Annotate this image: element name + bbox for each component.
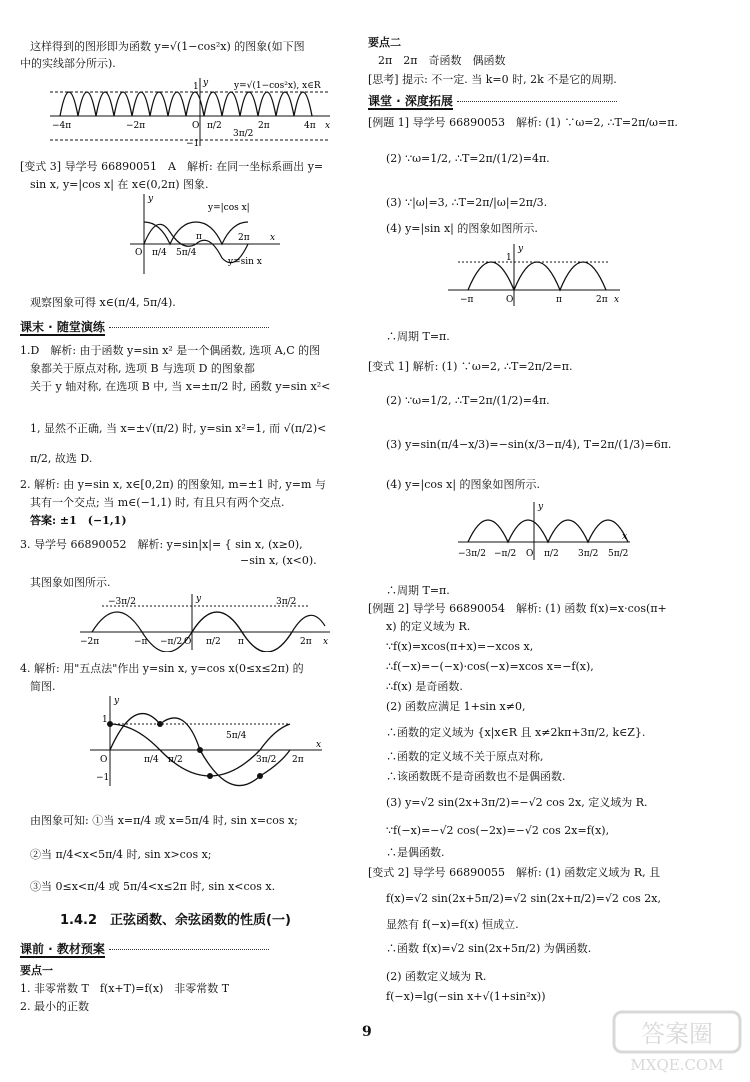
g2-tick-1: π/4: [152, 248, 167, 258]
g3-tick-8: 2π: [300, 637, 312, 647]
graph-sin-abscos: [120, 192, 290, 276]
g4-ym1: −1: [96, 773, 110, 783]
g6-tick-0: −3π/2: [458, 549, 486, 559]
q1-line-2: 象都关于原点对称, 选项 B 与选项 D 的图象都: [30, 362, 255, 375]
example1-line-1: [例题 1] 导学号 66890053 解析: (1) ∵ω=2, ∴T=2π/ω=π.: [368, 116, 678, 129]
graph-abs-sin-period: [448, 240, 628, 310]
variant3-line-2: sin x, y=|cos x| 在 x∈(0,2π) 图象.: [30, 178, 209, 191]
g5-x: x: [614, 295, 620, 305]
q1-line-1: 1.D 解析: 由于函数 y=sin x² 是一个偶函数, 选项 A,C 的图: [20, 344, 321, 357]
g5-tick-3: 2π: [596, 295, 608, 305]
g1-tick-2: O: [192, 121, 200, 131]
q2-answer: 答案: ±1 (−1,1): [30, 514, 127, 527]
example2-line-4: ∴f(−x)=−(−x)·cos(−x)=xcos x=−f(x),: [386, 660, 594, 673]
g2-tick-0: O: [135, 248, 143, 258]
g1-tick-5: 2π: [258, 121, 270, 131]
g6-tick-3: π/2: [544, 549, 559, 559]
intro-line-1: 这样得到的图形即为函数 y=√(1−cos²x) 的图象(如下图: [30, 40, 305, 53]
example2-line-1: [例题 2] 导学号 66890054 解析: (1) 函数 f(x)=x·cos(π+: [368, 602, 667, 615]
g1-x: x: [325, 121, 331, 131]
example1-period: ∴周期 T=π.: [386, 330, 450, 343]
example1-line-3: (3) ∵|ω|=3, ∴T=2π/|ω|=2π/3.: [386, 196, 548, 209]
variant3-line-1: [变式 3] 导学号 66890051 A 解析: 在同一坐标系画出 y=: [20, 160, 324, 173]
g6-y: y: [538, 502, 544, 512]
q1-line-5: π/2, 故选 D.: [30, 452, 93, 465]
g3-tick-7: 3π/2: [276, 597, 297, 607]
g4-x: x: [316, 740, 322, 750]
g1-y1: 1: [193, 82, 199, 92]
page-number: 9: [362, 1024, 372, 1040]
q1-line-4: 1, 显然不正确, 当 x=±√(π/2) 时, y=sin x²=1, 而 √(π/2)<: [30, 422, 327, 435]
variant1-line-3: (3) y=sin(π/4−x/3)=−sin(x/3−π/4), T=2π/(1/3)=6π.: [386, 438, 672, 451]
q4-line-2: 简图.: [30, 680, 56, 693]
key-point-2-item: 2π 2π 奇函数 偶函数: [378, 54, 506, 67]
g3-tick-5: π/2: [206, 637, 221, 647]
graph-abs-sin: [50, 76, 340, 148]
g5-tick-0: −π: [460, 295, 474, 305]
g1-tick-4: 3π/2: [233, 129, 254, 139]
g5-y1: 1: [506, 253, 512, 263]
variant1-period: ∴周期 T=π.: [386, 584, 450, 597]
variant2-line-6: f(−x)=lg(−sin x+√(1+sin²x)): [386, 990, 546, 1003]
g4-tick-0: O: [100, 755, 108, 765]
svg-text:答案圈: 答案圈: [641, 1020, 713, 1048]
q1-line-3: 关于 y 轴对称, 在选项 B 中, 当 x=±π/2 时, 函数 y=sin x²<: [30, 380, 331, 393]
variant1-line-4: (4) y=|cos x| 的图象如图所示.: [386, 478, 541, 491]
g2-tick-3: π: [196, 232, 202, 242]
g2-tick-4: 2π: [238, 233, 250, 243]
g3-tick-4: O: [184, 637, 192, 647]
example2-line-12: ∴是偶函数.: [386, 846, 445, 859]
g5-tick-1: O: [506, 295, 514, 305]
g3-tick-3: −π/2: [160, 637, 183, 647]
intro-line-2: 中的实线部分所示).: [20, 57, 116, 70]
g4-y: y: [114, 696, 120, 706]
g1-y: y: [203, 78, 209, 88]
graph-abs-cos-period: [458, 500, 638, 570]
g4-tick-1: π/4: [144, 755, 159, 765]
g1-curve-label: y=√(1−cos²x), x∈R: [234, 81, 321, 91]
conclusion-2: ②当 π/4<x<5π/4 时, sin x>cos x;: [30, 848, 212, 861]
graph-sin-absx: [80, 592, 340, 652]
observe-line: 观察图象可得 x∈(π/4, 5π/4).: [30, 296, 176, 309]
g1-tick-6: 4π: [304, 121, 316, 131]
g3-tick-6: π: [238, 637, 244, 647]
g3-y: y: [196, 594, 202, 604]
section-heading-class: 课堂 · 深度拓展: [368, 94, 617, 108]
q3-line-3: 其图象如图所示.: [30, 576, 111, 589]
q3-line-2: −sin x, (x<0).: [240, 554, 317, 567]
example2-line-9: ∴该函数既不是奇函数也不是偶函数.: [386, 770, 566, 783]
example1-line-4: (4) y=|sin x| 的图象如图所示.: [386, 222, 538, 235]
example2-line-7: ∴函数的定义域为 {x|x∈R 且 x≠2kπ+3π/2, k∈Z}.: [386, 726, 646, 739]
q2-line-2: 其有一个交点; 当 m∈(−1,1) 时, 有且只有两个交点.: [30, 496, 285, 509]
g6-tick-5: 5π/2: [608, 549, 629, 559]
conclusion-3: ③当 0≤x<π/4 或 5π/4<x≤2π 时, sin x<cos x.: [30, 880, 276, 893]
example2-line-3: ∵f(x)=xcos(π+x)=−xcos x,: [386, 640, 534, 653]
g1-tick-0: −4π: [52, 121, 72, 131]
key-point-1-item-2: 2. 最小的正数: [20, 1000, 89, 1013]
g3-tick-0: −2π: [80, 637, 100, 647]
svg-text:MXQE.COM: MXQE.COM: [630, 1056, 724, 1074]
g4-tick-2: π/2: [168, 755, 183, 765]
variant2-line-4: ∴函数 f(x)=√2 sin(2x+5π/2) 为偶函数.: [386, 942, 592, 955]
example1-line-2: (2) ∵ω=1/2, ∴T=2π/(1/2)=4π.: [386, 152, 550, 165]
g4-tick-3: 5π/4: [226, 731, 247, 741]
variant2-line-2: f(x)=√2 sin(2x+5π/2)=√2 sin(2x+π/2)=√2 cos 2x,: [386, 892, 662, 905]
example2-line-11: ∵f(−x)=−√2 cos(−2x)=−√2 cos 2x=f(x),: [386, 824, 610, 837]
g6-x: x: [622, 532, 628, 542]
g4-tick-4: 3π/2: [256, 755, 277, 765]
think-note: [思考] 提示: 不一定. 当 k=0 时, 2k 不是它的周期.: [368, 73, 617, 86]
variant2-line-5: (2) 函数定义域为 R.: [386, 970, 487, 983]
g3-x: x: [323, 637, 329, 647]
g2-tick-2: 5π/4: [176, 248, 197, 258]
g3-tick-1: −3π/2: [108, 597, 136, 607]
g2-label-1: y=|cos x|: [208, 203, 250, 213]
g4-tick-5: 2π: [292, 755, 304, 765]
key-point-1-item-1: 1. 非零常数 T f(x+T)=f(x) 非零常数 T: [20, 982, 230, 995]
example2-line-6: (2) 函数应满足 1+sin x≠0,: [386, 700, 526, 713]
g1-ym1: −1: [186, 139, 200, 148]
q3-line-1: 3. 导学号 66890052 解析: y=sin|x|= { sin x, (x≥0),: [20, 538, 303, 551]
variant2-line-3: 显然有 f(−x)=f(x) 恒成立.: [386, 918, 519, 931]
example2-line-8: ∴函数的定义域不关于原点对称,: [386, 750, 544, 763]
g4-y1: 1: [102, 715, 108, 725]
q2-line-1: 2. 解析: 由 y=sin x, x∈[0,2π) 的图象知, m=±1 时, y=m 与: [20, 478, 326, 491]
key-point-2: 要点二: [368, 36, 401, 49]
variant1-line-1: [变式 1] 解析: (1) ∵ω=2, ∴T=2π/2=π.: [368, 360, 573, 373]
variant1-line-2: (2) ∵ω=1/2, ∴T=2π/(1/2)=4π.: [386, 394, 550, 407]
section-heading-preview: 课前 · 教材预案: [20, 942, 269, 956]
example2-line-2: x) 的定义域为 R.: [386, 620, 471, 633]
g1-tick-1: −2π: [126, 121, 146, 131]
g6-tick-1: −π/2: [494, 549, 517, 559]
g2-y: y: [148, 194, 154, 204]
g5-y: y: [518, 244, 524, 254]
q4-line-1: 4. 解析: 用"五点法"作出 y=sin x, y=cos x(0≤x≤2π) 的: [20, 662, 304, 675]
conclusion-1: 由图象可知: ①当 x=π/4 或 x=5π/4 时, sin x=cos x;: [30, 814, 298, 827]
g2-label-2: y=sin x: [228, 257, 262, 267]
graph-sin-cos-fivepoint: [90, 694, 330, 788]
watermark-logo: [612, 1010, 742, 1076]
key-point-1: 要点一: [20, 964, 53, 977]
g6-tick-4: 3π/2: [578, 549, 599, 559]
variant2-line-1: [变式 2] 导学号 66890055 解析: (1) 函数定义域为 R, 且: [368, 866, 661, 879]
g2-x: x: [270, 233, 276, 243]
g5-tick-2: π: [556, 295, 562, 305]
g1-tick-3: π/2: [207, 121, 222, 131]
g3-tick-2: −π: [134, 637, 148, 647]
section-heading-review: 课末 · 随堂演练: [20, 320, 269, 334]
g6-tick-2: O: [526, 549, 534, 559]
example2-line-10: (3) y=√2 sin(2x+3π/2)=−√2 cos 2x, 定义域为 R.: [386, 796, 648, 809]
section-title: 1.4.2 正弦函数、余弦函数的性质(一): [60, 913, 291, 928]
example2-line-5: ∴f(x) 是奇函数.: [386, 680, 463, 693]
